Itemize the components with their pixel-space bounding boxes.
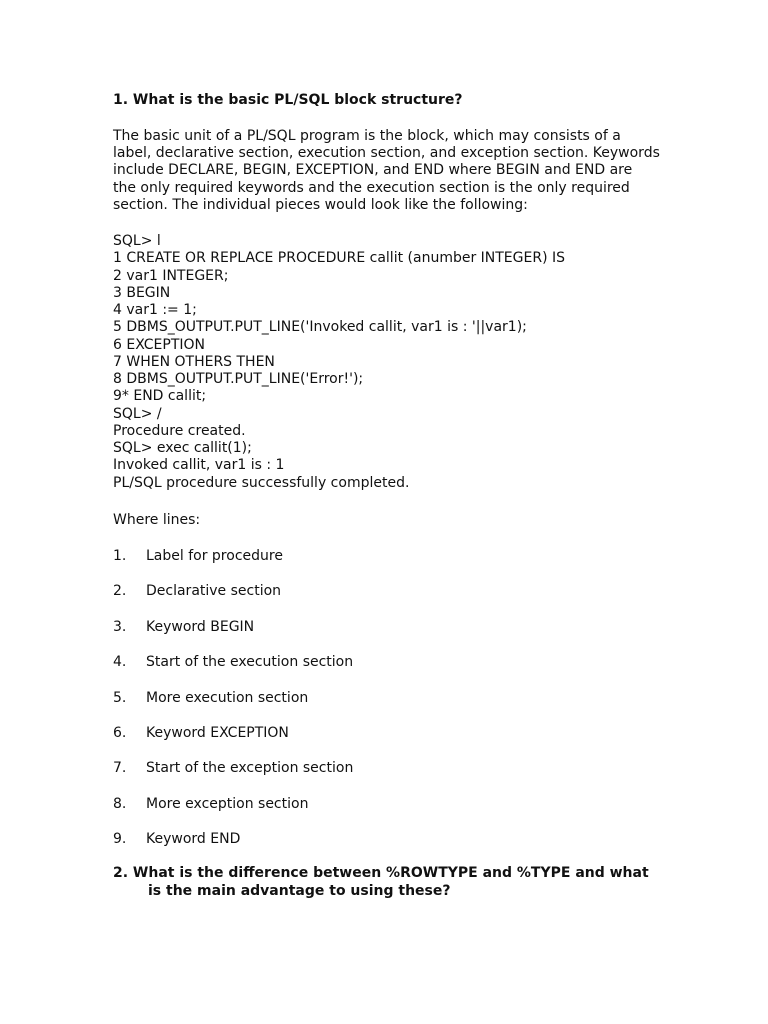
code-line: SQL> l	[113, 233, 161, 249]
paragraph-line: the only required keywords and the execution section is the only required	[113, 179, 630, 196]
list-item	[113, 795, 353, 830]
code-line: 9* END callit;	[113, 388, 207, 405]
list-item-text: More execution section	[146, 689, 309, 706]
code-line: PL/SQL procedure successfully completed.	[113, 474, 410, 491]
list-item	[113, 724, 353, 759]
code-line: 4 var1 := 1;	[113, 302, 197, 318]
question-2-heading	[113, 864, 673, 900]
list-item	[113, 653, 353, 688]
list-item	[113, 547, 353, 582]
code-line: 3 BEGIN	[113, 284, 171, 301]
list-item-text: Start of the exception section	[146, 760, 354, 777]
list-item-number: 9.	[113, 831, 127, 848]
list-item	[113, 618, 353, 653]
list-item-number: 8.	[113, 795, 127, 812]
list-item-text: Keyword END	[146, 831, 241, 848]
paragraph-line: label, declarative section, execution section, and exception section. Keywords	[113, 145, 660, 162]
list-item-text: Keyword EXCEPTION	[146, 724, 289, 741]
list-item-text: Keyword BEGIN	[146, 618, 255, 635]
code-line: SQL> /	[113, 405, 162, 422]
code-line: 8 DBMS_OUTPUT.PUT_LINE('Error!');	[113, 371, 364, 387]
code-line: SQL> exec callit(1);	[113, 440, 252, 456]
list-item	[113, 759, 353, 794]
paragraph-line: include DECLARE, BEGIN, EXCEPTION, and END where BEGIN and END are	[113, 162, 633, 179]
list-item-number: 6.	[113, 724, 127, 741]
list-item-number: 4.	[113, 654, 127, 671]
list-item-number: 2.	[113, 583, 127, 600]
code-line: 6 EXCEPTION	[113, 336, 206, 353]
list-item-number: 3.	[113, 618, 127, 635]
list-item-number: 7.	[113, 760, 127, 777]
code-line: 1 CREATE OR REPLACE PROCEDURE callit (anumber INTEGER) IS	[113, 250, 566, 267]
paragraph-line: The basic unit of a PL/SQL program is the block, which may consists of a	[113, 128, 621, 144]
question-2-heading-line: 2. What is the difference between %ROWTYPE and %TYPE and what	[113, 865, 649, 881]
intro-paragraph	[113, 128, 660, 214]
list-item	[113, 830, 353, 865]
list-item-text: Declarative section	[146, 583, 282, 600]
where-lines-label: Where lines:	[113, 512, 201, 528]
code-line: 7 WHEN OTHERS THEN	[113, 353, 275, 370]
code-line: Procedure created.	[113, 422, 246, 439]
code-line: 5 DBMS_OUTPUT.PUT_LINE('Invoked callit, var1 is : '||var1);	[113, 319, 527, 336]
question-1-heading: 1. What is the basic PL/SQL block structure?	[113, 92, 463, 108]
line-explanation-list	[113, 547, 353, 866]
list-item	[113, 689, 353, 724]
list-item-number: 5.	[113, 689, 127, 706]
question-2-heading-line: is the main advantage to using these?	[148, 883, 451, 899]
list-item-text: Label for procedure	[146, 548, 283, 564]
document-page	[113, 91, 660, 899]
code-line: Invoked callit, var1 is : 1	[113, 457, 285, 474]
code-line: 2 var1 INTEGER;	[113, 267, 229, 284]
list-item	[113, 582, 353, 617]
list-item-number: 1.	[113, 548, 127, 564]
list-item-text: Start of the execution section	[146, 654, 354, 671]
code-listing	[113, 233, 565, 492]
list-item-text: More exception section	[146, 795, 309, 812]
paragraph-line: section. The individual pieces would look like the following:	[113, 196, 528, 213]
